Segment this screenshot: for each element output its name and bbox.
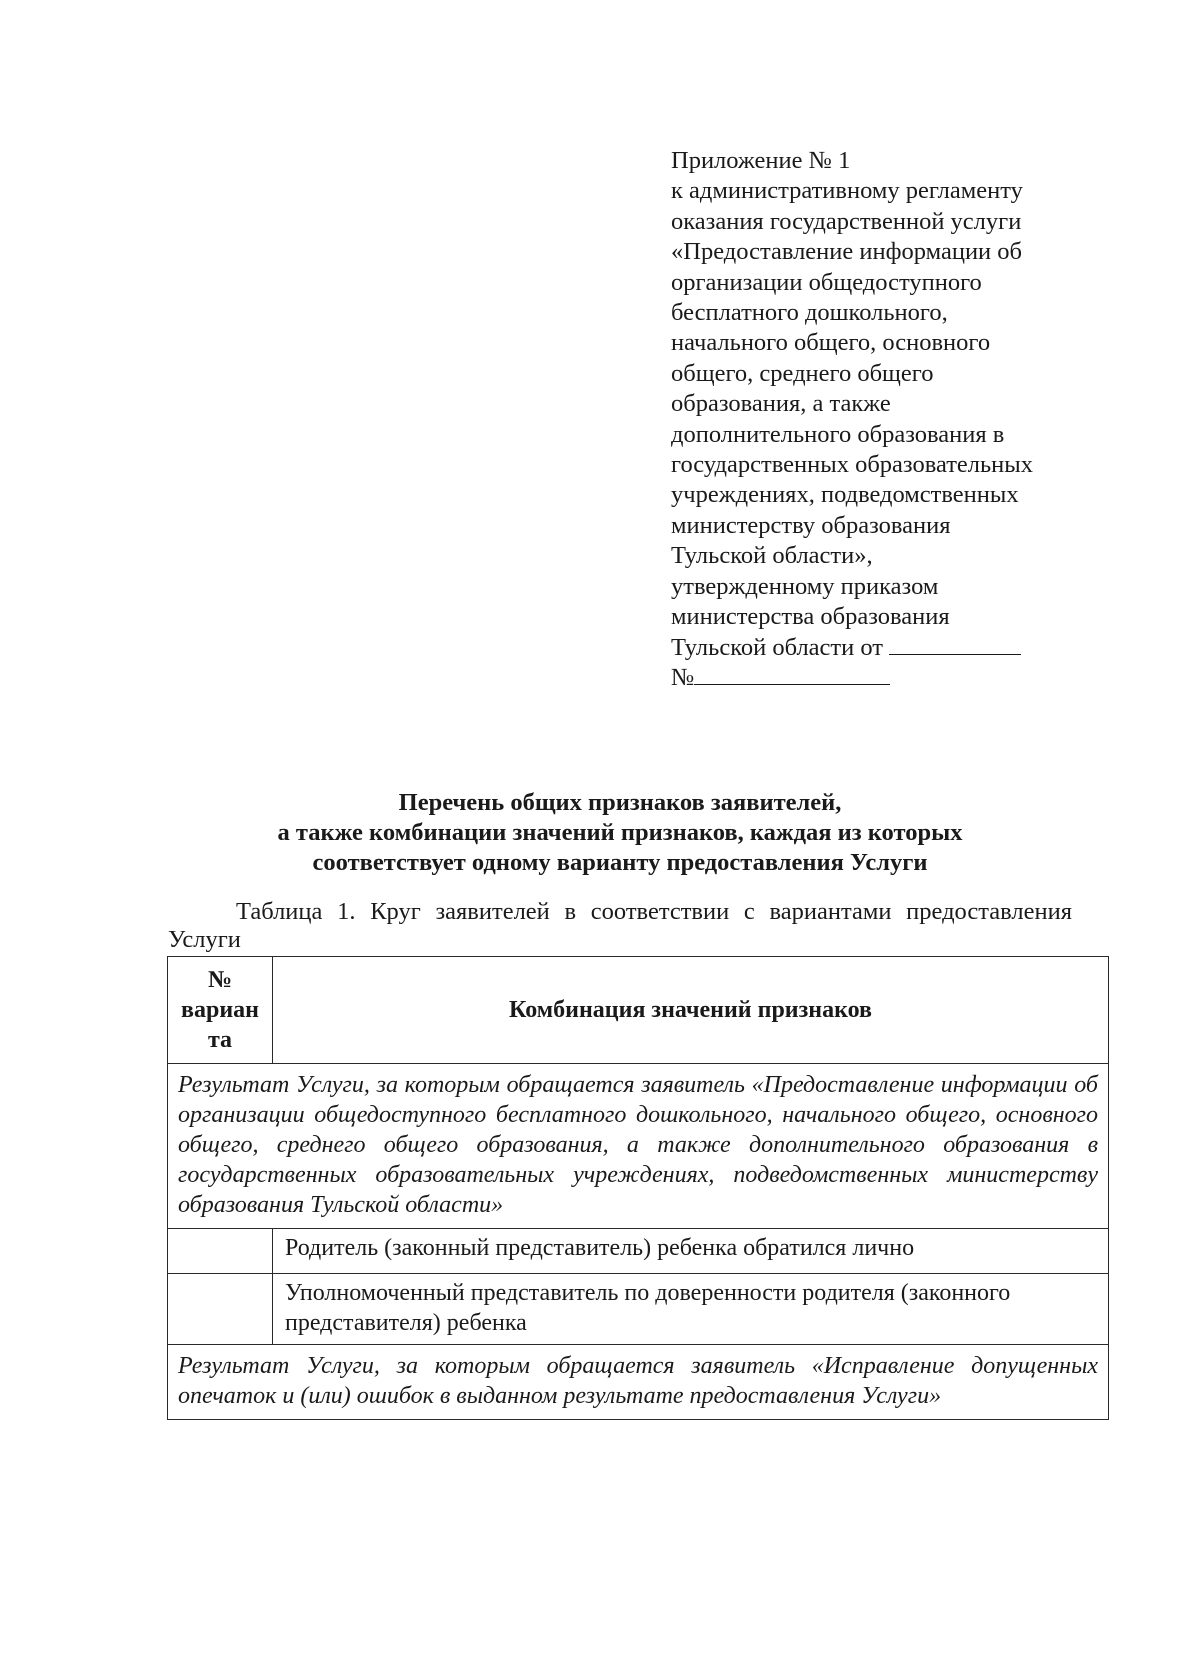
appendix-line: начального общего, основного xyxy=(671,329,991,357)
header-number-line: вариан xyxy=(181,997,259,1023)
table-caption-text: Таблица 1. Круг заявителей в соответствии с вариантами предоставления Услуги xyxy=(168,898,1072,953)
table-result-row xyxy=(168,1345,1109,1420)
appendix-line: учреждениях, подведомственных xyxy=(671,481,1019,509)
variant-number-cell xyxy=(168,1274,273,1345)
appendix-block xyxy=(671,146,1111,693)
appendix-line: образования, а также xyxy=(671,390,891,418)
variant-number-cell xyxy=(168,1229,273,1274)
result-cell: Результат Услуги, за которым обращается заявитель «Исправление допущенных опечаток и (или) ошибок в выданном результате предоставления Услуги» xyxy=(168,1345,1109,1420)
appendix-line: «Предоставление информации об xyxy=(671,238,1023,266)
appendix-line: оказания государственной услуги xyxy=(671,207,1022,235)
table-header-row xyxy=(168,957,1109,1064)
appendix-date-label: Тульской области от xyxy=(671,633,883,661)
header-number-line: та xyxy=(207,1027,233,1053)
variant-text-cell: Уполномоченный представитель по доверенности родителя (законного представителя) ребенка xyxy=(273,1274,1109,1345)
number-blank-field xyxy=(694,664,890,685)
appendix-line: министерству образования xyxy=(671,511,951,539)
heading-line: а также комбинации значений признаков, каждая из которых xyxy=(277,819,963,846)
appendix-number-line xyxy=(671,663,1111,693)
header-number-cell xyxy=(168,957,273,1064)
appendix-line: Приложение № 1 xyxy=(671,147,851,174)
heading-line: соответствует одному варианту предоставления Услуги xyxy=(312,849,928,876)
appendix-line: организации общедоступного xyxy=(671,268,982,296)
appendix-line: государственных образовательных xyxy=(671,451,1033,479)
appendix-line: бесплатного дошкольного, xyxy=(671,299,948,327)
appendix-line: утвержденному приказом xyxy=(671,572,939,600)
document-heading xyxy=(160,788,1080,878)
table-caption xyxy=(168,898,1072,954)
table-row xyxy=(168,1229,1109,1274)
table-result-row xyxy=(168,1064,1109,1229)
appendix-line: министерства образования xyxy=(671,603,950,631)
result-cell: Результат Услуги, за которым обращается заявитель «Предоставление информации об организации общедоступного бесплатного дошкольного, начального общего, основного общего, среднего общего образования, а также дополнительного образования в государственных образовательных учреждениях, подведомственных министерству образования Тульской области» xyxy=(168,1064,1109,1229)
table-row xyxy=(168,1274,1109,1345)
appendix-line: общего, среднего общего xyxy=(671,359,934,387)
header-number-line: № xyxy=(207,967,233,993)
variant-text-cell: Родитель (законный представитель) ребенка обратился лично xyxy=(273,1229,1109,1274)
header-combination-cell: Комбинация значений признаков xyxy=(273,957,1109,1064)
appendix-line: к административному регламенту xyxy=(671,177,1023,205)
appendix-date-line xyxy=(671,633,1111,663)
appendix-line: дополнительного образования в xyxy=(671,420,1005,448)
appendix-number-label: № xyxy=(671,663,695,691)
variants-table xyxy=(167,956,1109,1420)
date-blank-field xyxy=(889,634,1021,655)
appendix-line: Тульской области», xyxy=(671,542,873,570)
heading-line: Перечень общих признаков заявителей, xyxy=(398,789,842,816)
